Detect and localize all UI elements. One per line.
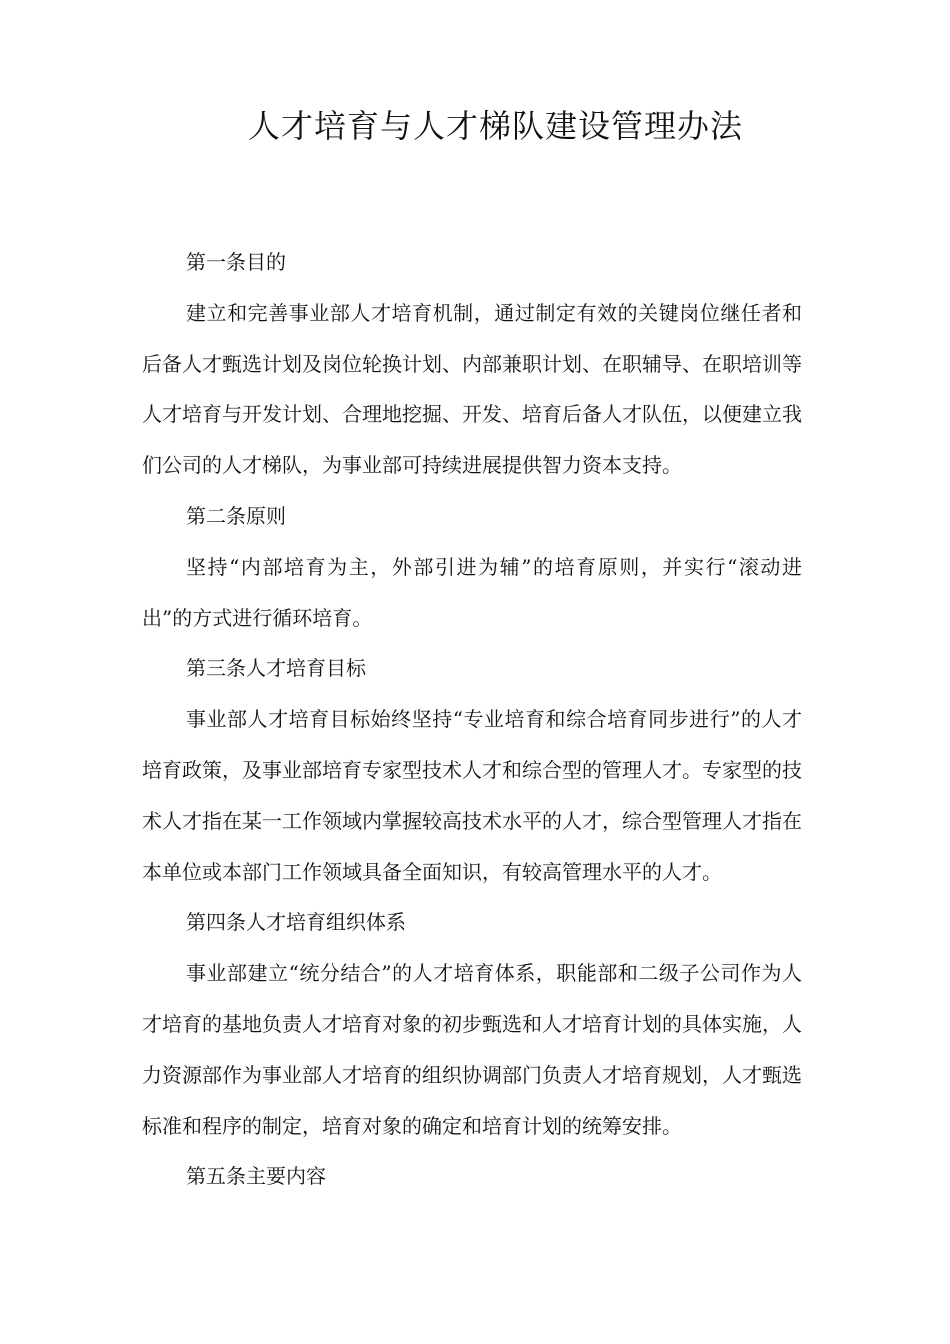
section-heading-principle: 第二条原则 [186,503,286,528]
document-title: 人才培育与人才梯队建设管理办法 [248,107,744,145]
section-heading-purpose: 第一条目的 [186,250,286,274]
section-text-organization: 事业部建立“统分结合”的人才培育体系，职能部和二级子公司作为人才培育的基地负责人才培育对象的初步甄选和人才培育计划的具体实施，人力资源部作为事业部人才培育的组织协调部门负责人才培育规划，人才甄选标准和程序的制定，培育对象的确定和培育计划的统筹安排。 [142,961,802,1138]
section-heading-organization: 第四条人才培育组织体系 [186,910,406,935]
section-text-training-goal: 事业部人才培育目标始终坚持“专业培育和综合培育同步进行”的人才培育政策，及事业部培育专家型技术人才和综合型的管理人才。专家型的技术人才指在某一工作领域内掌握较高技术水平的人才，综合型管理人才指在本单位或本部门工作领域具备全面知识，有较高管理水平的人才。 [142,707,802,884]
section-heading-main-content: 第五条主要内容 [186,1164,326,1189]
section-heading-training-goal: 第三条人才培育目标 [186,656,366,681]
section-text-purpose: 建立和完善事业部人才培育机制，通过制定有效的关键岗位继任者和后备人才甄选计划及岗位轮换计划、内部兼职计划、在职辅导、在职培训等人才培育与开发计划、合理地挖掘、开发、培育后备人才队伍，以便建立我们公司的人才梯队，为事业部可持续进展提供智力资本支持。 [142,300,802,478]
document-body [142,237,802,1202]
section-text-principle: 坚持“内部培育为主，外部引进为辅”的培育原则，并实行“滚动进出”的方式进行循环培育。 [142,554,802,630]
